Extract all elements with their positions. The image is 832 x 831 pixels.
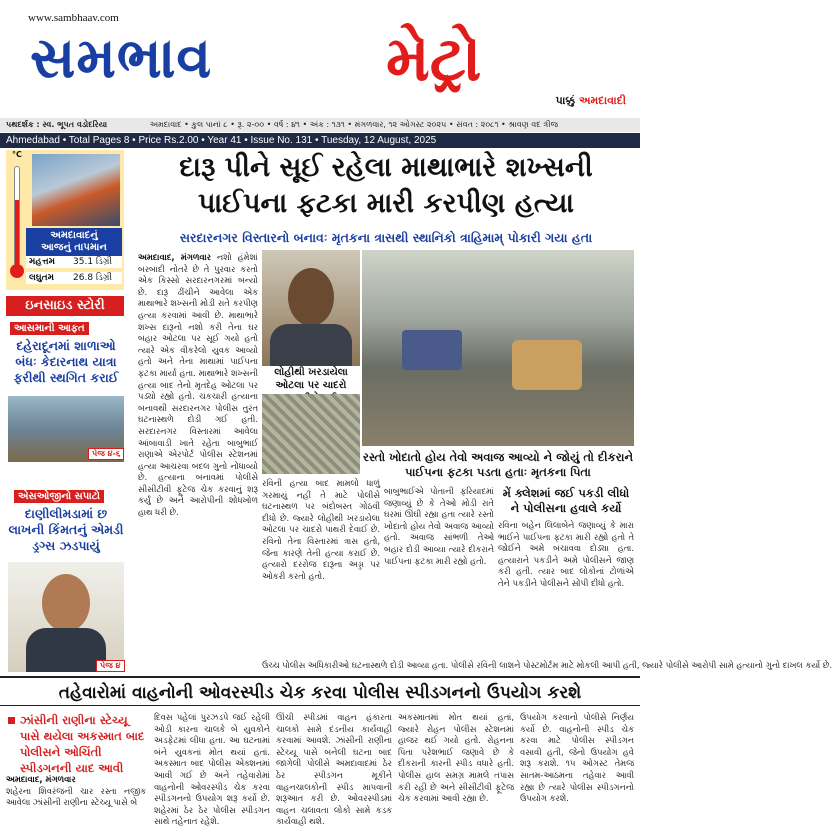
min-label: લઘુતમ (29, 273, 55, 283)
victim-photo (262, 250, 360, 366)
bottom-story-col-d: ઉપયોગ કરવાનો પોલીસે નિર્ણય કર્યો છે. વાહનોની સ્પીડ ચેક કરવા માટે પોલીસ સ્પીડગન વસાવી હતી, જેનો ઉપયોગ હવે શરૂ કરાશે. ૧૫ ઓગસ્ટ તેમજ સાતમ-આઠમના તહેવાર આવી રહ્યા છે ત્યારે પોલીસ સ્પીડગનનો ઉપયોગ કરશે. (520, 712, 634, 804)
bottom-story-headline[interactable]: ઝાંસીની રાણીના સ્ટેચ્યૂ પાસે થયેલા અકસ્માત બાદ પોલીસને ઓચિંતી સ્પીડગનની યાદ આવી (6, 712, 146, 776)
celsius-unit: °C (12, 150, 22, 159)
max-label: મહત્તમ (29, 257, 55, 267)
bottom-story-col-c: અકસ્માતમાં મોત થયાં હતાં, જ્યારે રોહન પોલીસ સ્ટેશનમાં હાજર થઈ ગયો હતો. રોહનના પિતા પરેશભાઈ જણાવે છે કે દીકરાની કારની સ્પીડ વધારે હતી. પોલીસ હાલ સમગ્ર મામલે તપાસ કરી રહી છે અને સીસીટીવી ફૂટેજ ચેક કરવામાં આવી રહ્યા છે. (398, 712, 514, 804)
crime-scene-photo (262, 394, 360, 474)
weather-title (26, 228, 122, 256)
inside-story2-page-tag[interactable]: પેજ ૪ (96, 660, 125, 672)
main-headline-line2: પાઈપના ફટકા મારી કરપીણ હત્યા (198, 188, 574, 219)
issue-info-bar (0, 118, 640, 132)
inside-story2-kicker: એસઓજીનો સપાટો (14, 490, 104, 503)
issue-details: અમદાવાદ • કુલ પાનાં ૮ • રૂ. ૨-૦૦ • વર્ષ : ૪૧ • અંક : ૧૩૧ • મંગળવાર, ૧૨ ઓગસ્ટ ૨૦૨૫ • સંવત : ૨૦૮૧ • શ્રાવણ વદ ત્રીજ (149, 120, 559, 129)
main-story-col1 (138, 252, 258, 662)
weather-photo (32, 154, 120, 226)
weather-box (6, 150, 124, 290)
inside-story-header: ઇનસાઇડ સ્ટોરી (6, 296, 124, 316)
father-quote-box (498, 486, 634, 644)
max-value: 35.1 ડિગ્રી (73, 257, 113, 267)
main-headline-line1: દારૂ પીને સૂઈ રહેલા માથાભારે શખ્સની (179, 152, 593, 183)
masthead (26, 22, 626, 107)
site-url[interactable]: www.sambhaav.com (28, 12, 119, 24)
weather-title-line2: આજનું તાપમાન (41, 242, 107, 253)
inside-story2-photo (8, 562, 124, 672)
street-photo-caption: રસ્તો ખોદાતો હોય તેવો અવાજ આવ્યો ને જોયું તો દીકરાને પાઈપના ફટકા પડતા હતાઃ મૃતકના પિતા (362, 450, 634, 479)
main-subhead: સરદારનગર વિસ્તારનો બનાવઃ મૃતકના ત્રાસથી સ્થાનિકો ત્રાહિમામ્ પોકારી ગયા હતા (179, 230, 593, 245)
masthead-title-part2: મેટ્રો (386, 22, 482, 95)
banner-headline[interactable]: તહેવારોમાં વાહનોની ઓવરસ્પીડ ચેક કરવા પોલીસ સ્પીડગનનો ઉપયોગ કરશે (0, 676, 640, 706)
weather-max-row (26, 256, 122, 268)
inside-story1-headline[interactable]: દહેરાદૂનમાં શાળાઓ બંધઃ કેદારનાથ યાત્રા ફરીથી સ્થગિત કરાઈ (13, 338, 119, 385)
main-story-col4: રવિના બહેન લિલાબેને જણાવ્યું કે મારા ભાઈને પાઈપના ફટકા મારી રહ્યો હતો તે જોઈને અમે બચાવવા દોડ્યા હતા. હત્યારાને પકડીને અમે પોલીસને જાણ કરી હતી. ત્યાર બાદ લોકોનાં ટોળાંએ તેને પકડીને પોલીસને સોંપી દીધો હતો. (498, 520, 634, 588)
tagline-brand: અમદાવાદી (578, 94, 626, 107)
min-value: 26.8 ડિગ્રી (73, 273, 113, 283)
main-story-col3: બાબુભાઈએ પોતાની ફરિયાદમાં જણાવ્યું છે કે તેઓ મોડી રાતે ઘરમાં ઊંઘી રહ્યા હતા ત્યારે રસ્તો ખોદાતો હોય તેવો અવાજ આવ્યો હતો. અવાજ સાંભળી તેઓ બહાર દોડી આવ્યા ત્યારે દીકરાને પાઈપના ફટકા મારી રહ્યો હતો. (384, 486, 494, 566)
bottom-story-lead (6, 774, 146, 826)
main-dateline: અમદાવાદ, મંગળવાર (138, 252, 211, 262)
inside-story1-kicker: આસમાની આફત (10, 322, 89, 335)
inside-story2-headline[interactable]: દાણીલીમડામાં છ લાખની કિંમતનું એમડી ડ્રગ્સ ઝડપાયું (8, 506, 124, 553)
thermometer-icon (10, 160, 24, 284)
inside-story1-page-tag[interactable]: પેજ ૪-૬ (88, 448, 124, 460)
bottom-story-col-a: દિવસ પહેલાં પુરઝડપે જઈ રહેલી ઓડી કારના ચાલકે બે યુવકોને અડફેટમાં લીધા હતા. આ ઘટનામાં બંને યુવકનાં મોત થયાં હતાં. અકસ્માત બાદ પોલીસ એક્શનમાં આવી ગઈ છે અને તહેવારોમાં વાહનોની ઓવરસ્પીડ ચેક કરવા સ્પીડગનનો ઉપયોગ શરૂ કર્યો છે. શહેરમાં ઠેર ઠેર પોલીસ સ્પીડગન સાથે તહેનાત રહેશે. (154, 712, 270, 827)
masthead-title-part1: સમભાવ (30, 26, 213, 91)
street-photo (362, 250, 634, 446)
founder-credit: પથદર્શક : સ્વ. ભૂપત વડોદરિયા (6, 120, 108, 129)
weather-min-row (26, 272, 122, 284)
father-quote-head: મેં ક્લેશમાં જઈ પકડી લીધો ને પોલીસના હવાલે કર્યો (502, 486, 630, 515)
masthead-tagline (556, 94, 626, 108)
victim-photo-caption: લોહીથી ખરડાયેલા ઓટલા પર ચાદરો (262, 366, 360, 405)
bottom-lead-text: શહેરના શિવરંજની ચાર રસ્તા નજીક આવેલા ઝાંસીની રાણીના સ્ટેચ્યૂ પાસે બે (6, 785, 146, 808)
left-column (0, 150, 125, 680)
edition-line: Ahmedabad • Total Pages 8 • Price Rs.2.00 • Year 41 • Issue No. 131 • Tuesday, 12 August, 2025 (0, 133, 640, 148)
main-col1-text: નશો હંમેશાં બરબાદી નોતરે છે તે પુરવાર કરતો એક કિસ્સો સરદારનગરમાં બન્યો છે. દારૂ ઢીંચીને આવેલા એક માથાભારે શખ્સની મોડી રાતે કરપીણ હત્યા કરવામાં આવી છે. માથાભારે શખ્સ દારૂનો નશો કરી તેના ઘર બહાર ઓટલા પર સૂઈ ગયો હતો ત્યારે એક વીકરેલો યુવક આવ્યો હતો અને તેના માથામાં પાઈપના ફટકા માર્યા હતા. માથાભારે શખ્સની હત્યા બાદ તેનો મૃતદેહ ઓટલા પર પડ્યો રહ્યો હતો. ચકચારી હત્યાના બનાવથી સરદારનગર પોલીસ તુરંત ઘટનાસ્થળે દોડી ગઈ હતી. સરદારનગર વિસ્તારમાં આવેલા આંબાવાડી ખાતે રહેતા બાબુભાઈ રાણાએ એરપોર્ટ પોલીસ સ્ટેશનમાં હત્યા આચરવા બદલ ગુનો નોંધાવ્યો છે. હત્યાના બનાવમાં પોલીસે સીસીટીવી ફૂટેજ ચેક કરવાનું શરૂ કર્યું છે અને આરોપીની શોધખોળ હાથ ધરી છે. (138, 252, 258, 518)
bottom-story-col-b: ઊંચી સ્પીડમાં વાહન હંકારતા ચાલકો સામે દંડનીય કાર્યવાહી કરવામાં આવશે. ઝાંસીની રાણીના સ્ટેચ્યૂ પાસે બનેલી ઘટના બાદ જાગેલી પોલીસે અમદાવાદમાં ઠેર ઠેર સ્પીડગન મૂકીને વાહનચાલકોની સ્પીડ માપવાની શરૂઆત કરી છે. ઓવરસ્પીડમાં વાહન ચલાવતા લોકો સામે કડક કાર્યવાહી થશે. (276, 712, 392, 827)
weather-title-line1: અમદાવાદનું (50, 230, 98, 241)
main-story-footer: ઉચ્ચ પોલીસ અધિકારીઓ ઘટનાસ્થળે દોડી આવ્યા હતા. પોલીસે રવિની લાશને પોસ્ટમોર્ટમ માટે મોકલી આપી હતી, જ્યારે પોલીસે આરોપી સામે હત્યાનો ગુનો દાખલ કર્યો છે. (262, 660, 832, 670)
bottom-dateline: અમદાવાદ, મંગળવાર (6, 774, 76, 784)
main-headline[interactable] (138, 150, 634, 222)
main-story-col2: રવિની હત્યા બાદ મામલો ધાળું ગરમાયું નહીં તે માટે પોલીસે ઘટનાસ્થળ પર બંદોબસ્ત ગોઠવી દીધો છે. જ્યારે લોહીથી ખરડાયેલા ઓટલા પર ચાદરો પાથરી દેવાઈ છે. રવિનો તેના વિસ્તારમાં ત્રાસ હતો, જેના કારણે તેની હત્યા કરાઈ છે. હત્યારો દરરોજ દારૂના અડ્ડા પર ઓકરી કરતો હતો. (262, 478, 380, 581)
tagline-prefix: પાક્કું (555, 94, 576, 107)
